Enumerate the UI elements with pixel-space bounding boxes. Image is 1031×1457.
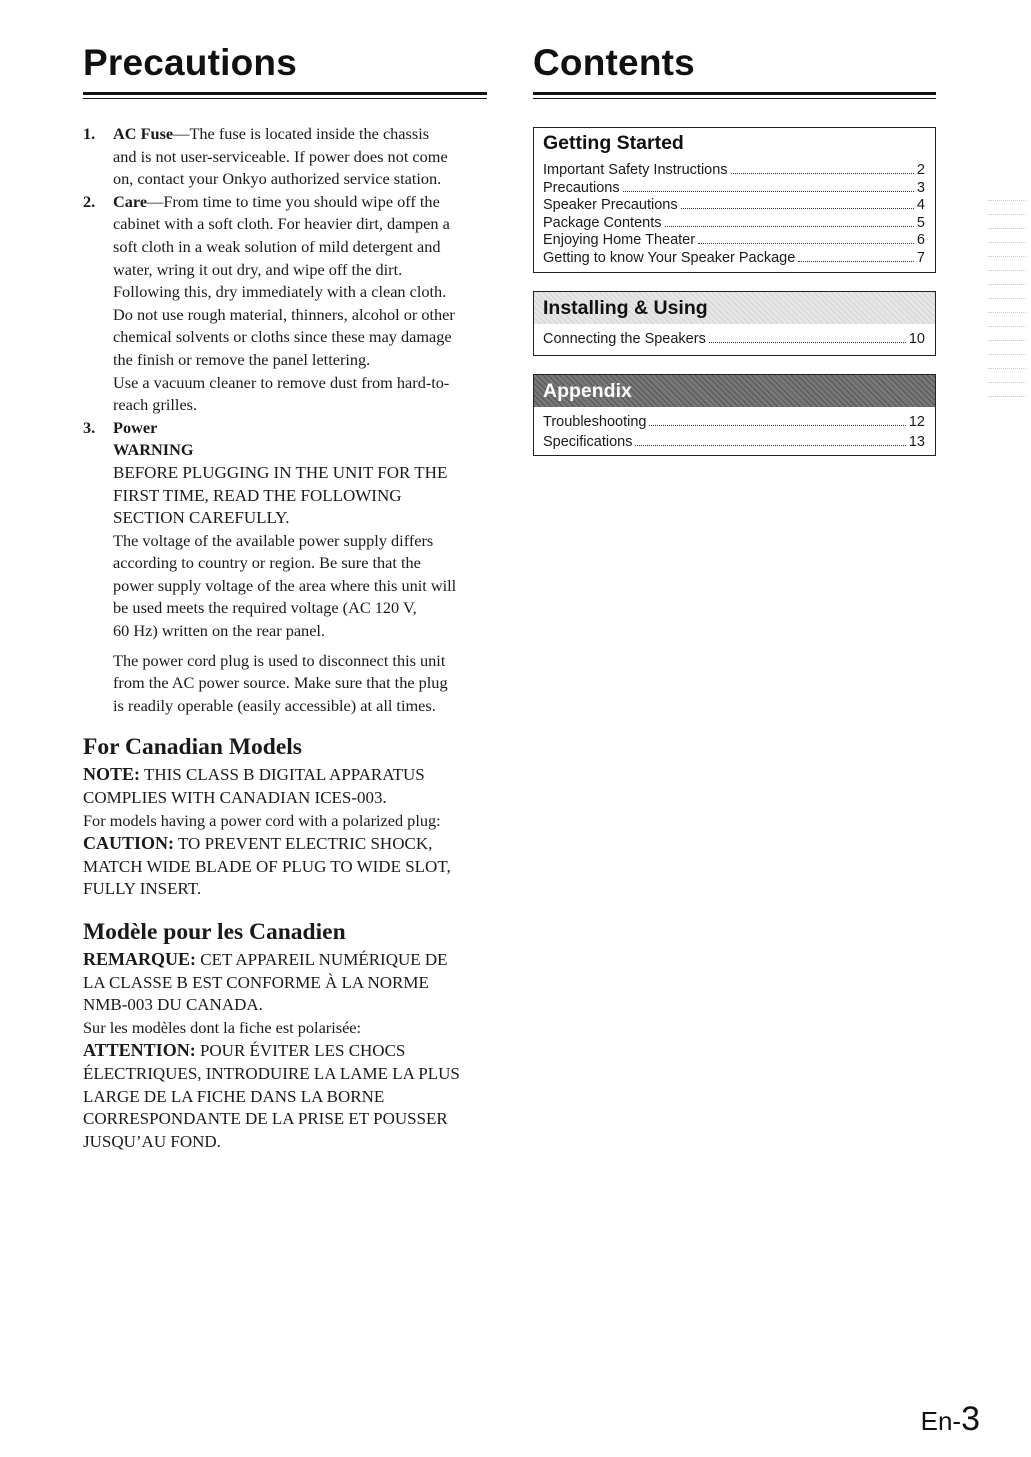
toc-section-getting-started	[533, 127, 936, 273]
contents-heading-rule	[533, 92, 936, 95]
power-text-line: be used meets the required voltage (AC 120 V,	[113, 598, 417, 618]
precaution-item-ac-fuse	[83, 123, 488, 191]
toc-entry-title: Troubleshooting	[543, 414, 647, 431]
toc-entry-page: 10	[908, 330, 925, 347]
contents-column	[533, 127, 936, 474]
toc-entry-page: 7	[916, 249, 925, 266]
power-text-line: is readily operable (easily accessible) at all times.	[113, 695, 436, 715]
attention-line: CORRESPONDANTE DE LA PRISE ET POUSSER	[83, 1109, 448, 1129]
power-text-line: according to country or region. Be sure that the	[113, 553, 421, 573]
toc-leader-dots	[635, 445, 905, 446]
attention-line: LARGE DE LA FICHE DANS LA BORNE	[83, 1086, 385, 1106]
precaution-item-care	[83, 191, 488, 417]
note-line: THIS CLASS B DIGITAL APPARATUS	[140, 765, 425, 785]
power-text-line: from the AC power source. Make sure that the plug	[113, 673, 448, 693]
precaution-number: 2.	[83, 191, 96, 211]
precaution-text-line: soft cloth in a weak solution of mild detergent and	[113, 236, 441, 256]
precaution-text-line: reach grilles.	[113, 395, 198, 415]
warning-caps-line: BEFORE PLUGGING IN THE UNIT FOR THE	[113, 462, 448, 482]
contents-heading: Contents	[533, 42, 695, 83]
toc-entry[interactable]	[543, 330, 925, 350]
page-number-value: 3	[961, 1400, 980, 1438]
toc-section-installing-using	[533, 291, 936, 357]
note-line: COMPLIES WITH CANADIAN ICES-003.	[83, 788, 387, 808]
toc-leader-dots	[731, 173, 914, 174]
attention-line: JUSQU’AU FOND.	[83, 1131, 221, 1151]
power-text-line: 60 Hz) written on the rear panel.	[113, 621, 326, 641]
toc-entry-page: 13	[908, 433, 925, 450]
note-label: NOTE:	[83, 764, 141, 785]
precaution-text-line: cabinet with a soft cloth. For heavier dirt, dampen a	[113, 214, 450, 234]
page-number-prefix: En-	[920, 1406, 962, 1436]
precaution-text-line: the finish or remove the panel lettering.	[113, 349, 371, 369]
toc-entry[interactable]	[543, 433, 925, 453]
toc-entry[interactable]	[543, 250, 925, 268]
canadian-models-heading: For Canadian Models	[83, 734, 302, 761]
toc-section-appendix	[533, 374, 936, 456]
toc-entry[interactable]	[543, 215, 925, 233]
caution-line: MATCH WIDE BLADE OF PLUG TO WIDE SLOT,	[83, 856, 451, 876]
toc-leader-dots	[649, 425, 905, 426]
attention-line: POUR ÉVITER LES CHOCS	[195, 1041, 406, 1061]
precaution-number: 1.	[83, 124, 96, 143]
toc-leader-dots	[665, 226, 914, 227]
remarque-label: REMARQUE:	[83, 949, 196, 969]
toc-entry-title: Specifications	[543, 433, 633, 450]
toc-section-heading: Installing & Using	[534, 292, 935, 324]
toc-leader-dots	[681, 208, 914, 209]
toc-section-heading: Getting Started	[534, 128, 935, 158]
precaution-text-line: —From time to time you should wipe off the	[147, 191, 440, 211]
remarque-line: LA CLASSE B EST CONFORME À LA NORME	[83, 972, 429, 992]
caution-line: TO PREVENT ELECTRIC SHOCK,	[174, 834, 433, 854]
canadian-models-section	[83, 733, 488, 901]
toc-entry-title: Getting to know Your Speaker Package	[543, 249, 796, 266]
canadien-fr-heading: Modèle pour les Canadien	[83, 919, 346, 945]
precaution-text-line: and is not user-serviceable. If power does not come	[113, 146, 448, 166]
plug-line: For models having a power cord with a polarized plug:	[83, 810, 441, 830]
toc-entry-title: Connecting the Speakers	[543, 330, 706, 347]
toc-entry[interactable]	[543, 180, 925, 198]
remarque-line: CET APPAREIL NUMÉRIQUE DE	[196, 950, 448, 969]
toc-entry[interactable]	[543, 162, 925, 180]
toc-leader-dots	[798, 261, 914, 262]
warning-caps-line: FIRST TIME, READ THE FOLLOWING	[113, 485, 402, 505]
canadien-fr-section	[83, 918, 488, 1153]
toc-entry-title: Speaker Precautions	[543, 197, 678, 214]
remarque-line: NMB-003 DU CANADA.	[83, 995, 263, 1015]
precaution-title-care: Care	[113, 191, 148, 211]
precaution-text-line: Do not use rough material, thinners, alcohol or other	[113, 304, 455, 324]
precautions-heading-rule	[83, 92, 487, 95]
precautions-column	[83, 123, 488, 1153]
precaution-text-line: Following this, dry immediately with a clean cloth.	[113, 282, 447, 302]
precautions-list	[83, 123, 488, 717]
page-number	[921, 1400, 980, 1439]
toc-entry[interactable]	[543, 197, 925, 215]
toc-leader-dots	[698, 243, 914, 244]
precautions-heading: Precautions	[83, 42, 297, 83]
attention-label: ATTENTION:	[83, 1040, 196, 1061]
toc-entry-page: 12	[908, 414, 925, 431]
precaution-title-power: Power	[113, 417, 158, 437]
toc-entry-title: Precautions	[543, 179, 620, 196]
precaution-item-power	[83, 417, 488, 718]
toc-leader-dots	[623, 191, 914, 192]
toc-entry-title: Enjoying Home Theater	[543, 232, 696, 249]
toc-entry[interactable]	[543, 232, 925, 250]
toc-entry-page: 6	[916, 232, 925, 249]
warning-caps-line: SECTION CAREFULLY.	[113, 508, 290, 528]
attention-line: ÉLECTRIQUES, INTRODUIRE LA LAME LA PLUS	[83, 1063, 460, 1083]
toc-entry-title: Important Safety Instructions	[543, 162, 728, 178]
plug-line-fr: Sur les modèles dont la fiche est polarisée:	[83, 1017, 362, 1037]
precaution-text-line: on, contact your Onkyo authorized service station.	[113, 169, 442, 189]
precaution-text-line: —The fuse is located inside the chassis	[173, 124, 430, 143]
toc-entry-page: 4	[916, 197, 925, 214]
toc-entry-page: 3	[916, 179, 925, 196]
scan-edge-marks	[982, 200, 1030, 410]
caution-line: FULLY INSERT.	[83, 879, 202, 899]
toc-leader-dots	[709, 342, 906, 343]
precaution-title-ac-fuse: AC Fuse	[113, 124, 174, 143]
power-text-line: The voltage of the available power supply differs	[113, 530, 434, 550]
warning-label: WARNING	[113, 440, 194, 460]
toc-section-heading: Appendix	[534, 375, 935, 407]
precaution-text-line: Use a vacuum cleaner to remove dust from hard-to-	[113, 372, 450, 392]
toc-entry-page: 5	[916, 214, 925, 231]
caution-label: CAUTION:	[83, 833, 175, 854]
toc-entry-title: Package Contents	[543, 214, 662, 231]
power-text-line: power supply voltage of the area where this unit will	[113, 575, 457, 595]
toc-entry[interactable]	[543, 413, 925, 433]
power-text-line: The power cord plug is used to disconnect this unit	[113, 650, 446, 670]
precaution-text-line: water, wring it out dry, and wipe off the dirt.	[113, 259, 403, 279]
precaution-text-line: chemical solvents or cloths since these may damage	[113, 327, 452, 347]
toc-entry-page: 2	[916, 162, 925, 178]
precaution-number: 3.	[83, 417, 96, 437]
